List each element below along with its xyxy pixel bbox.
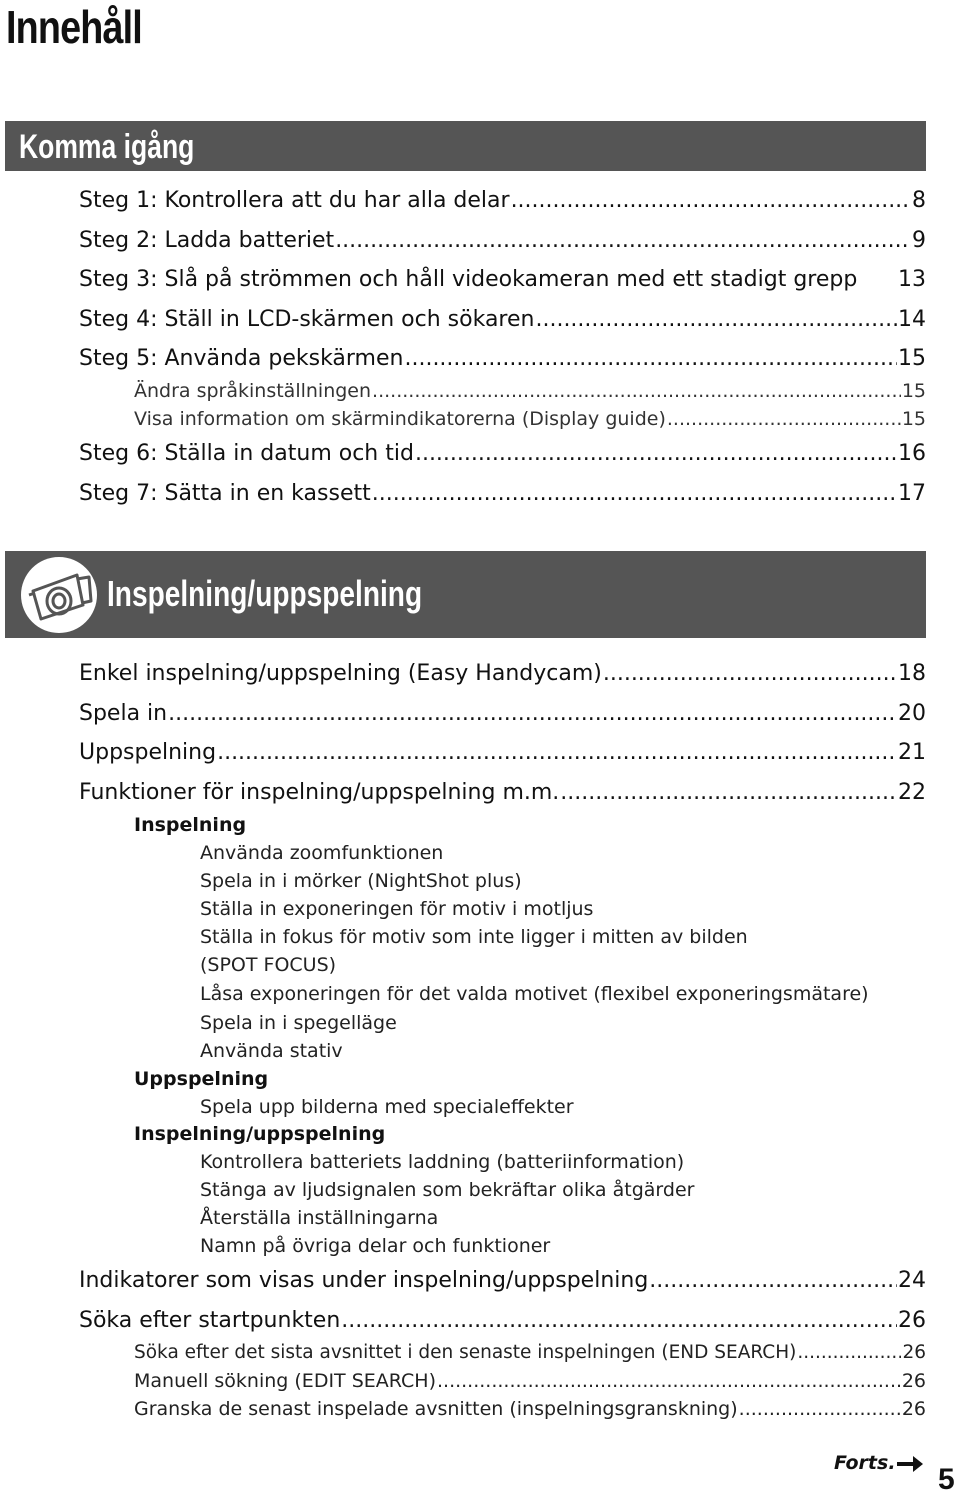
leader-dots (404, 344, 897, 374)
toc-entry[interactable] (79, 1306, 926, 1336)
group-heading: Inspelning/uppspelning (134, 1123, 386, 1145)
section-title: Inspelning/uppspelning (107, 573, 423, 614)
group-item[interactable]: Stänga av ljudsignalen som bekräftar olika åtgärder (200, 1179, 695, 1201)
toc-entry-text: Spela in (79, 701, 168, 726)
toc-entry-text: Söka efter det sista avsnittet i den senaste inspelningen (END SEARCH) (134, 1342, 797, 1363)
toc-entry-page: 15 (901, 380, 926, 402)
toc-entry-page: 26 (901, 1370, 926, 1392)
toc-entry-page: 8 (912, 188, 926, 213)
leader-dots (535, 305, 897, 335)
group-item[interactable]: Låsa exponeringen för det valda motivet (flexibel exponeringsmätare) (200, 983, 869, 1005)
toc-entry-text: Funktioner för inspelning/uppspelning m.m. (79, 780, 560, 805)
toc-entry-text: Steg 1: Kontrollera att du har alla delar (79, 188, 510, 213)
group-item[interactable]: Spela in i mörker (NightShot plus) (200, 870, 522, 892)
page-title: Innehåll (6, 1, 142, 53)
group-heading: Inspelning (134, 814, 247, 836)
toc-entry[interactable] (79, 479, 926, 509)
group-item[interactable]: Använda stativ (200, 1040, 343, 1062)
group-item[interactable]: Ställa in exponeringen för motiv i motljus (200, 898, 594, 920)
leader-dots (335, 226, 911, 256)
camcorder-icon (19, 555, 101, 635)
toc-entry[interactable] (79, 439, 926, 469)
toc-entry[interactable] (79, 659, 926, 689)
toc-entry-text: Steg 5: Använda pekskärmen (79, 346, 404, 371)
toc-subentry[interactable] (134, 406, 926, 432)
continued-label: Forts. (834, 1452, 896, 1474)
toc-entry[interactable] (79, 1266, 926, 1296)
toc-entry-page: 17 (898, 481, 926, 506)
toc-entry[interactable] (79, 265, 926, 295)
leader-dots (797, 1340, 901, 1366)
toc-subentry[interactable] (134, 1396, 926, 1422)
toc-entry[interactable] (79, 344, 926, 374)
leader-dots (739, 1396, 901, 1422)
toc-entry-text: Steg 3: Slå på strömmen och håll videokameran med ett stadigt grepp (79, 267, 858, 292)
toc-subentry[interactable] (134, 1368, 926, 1394)
group-item[interactable]: Kontrollera batteriets laddning (batteriinformation) (200, 1151, 685, 1173)
leader-dots (649, 1266, 897, 1296)
toc-entry-page: 18 (898, 661, 926, 686)
toc-entry-text: Steg 6: Ställa in datum och tid (79, 441, 414, 466)
leader-dots (667, 406, 901, 432)
group-item[interactable]: Spela upp bilderna med specialeffekter (200, 1096, 574, 1118)
toc-entry-text: Uppspelning (79, 740, 217, 765)
toc-entry-text: Granska de senast inspelade avsnitten (inspelningsgranskning) (134, 1398, 738, 1420)
toc-entry[interactable] (79, 699, 926, 729)
toc-entry[interactable] (79, 186, 926, 216)
leader-dots (511, 186, 911, 216)
toc-entry[interactable] (79, 305, 926, 335)
toc-entry-page: 15 (901, 408, 926, 430)
leader-dots (217, 738, 897, 768)
group-item[interactable]: (SPOT FOCUS) (200, 954, 337, 976)
arrow-right-icon (895, 1452, 925, 1476)
section-title: Komma igång (19, 128, 195, 166)
toc-entry[interactable] (79, 778, 926, 808)
toc-entry-text: Enkel inspelning/uppspelning (Easy Handycam) (79, 661, 602, 686)
toc-entry-page: 9 (912, 228, 926, 253)
leader-dots (341, 1306, 897, 1336)
toc-entry-page: 22 (898, 780, 926, 805)
group-item[interactable]: Ställa in fokus för motiv som inte ligger i mitten av bilden (200, 926, 748, 948)
toc-entry-text: Visa information om skärmindikatorerna (Display guide) (134, 408, 666, 430)
section-header-recording-playback (5, 551, 926, 638)
toc-entry-page: 16 (898, 441, 926, 466)
toc-entry-text: Manuell sökning (EDIT SEARCH) (134, 1370, 436, 1392)
toc-entry-page: 14 (898, 307, 926, 332)
toc-entry-page: 26 (898, 1308, 926, 1333)
toc-entry-page: 24 (898, 1268, 926, 1293)
toc-entry[interactable] (79, 738, 926, 768)
toc-entry-page: 26 (901, 1398, 926, 1420)
toc-subentry[interactable] (134, 1340, 926, 1366)
leader-dots (168, 699, 897, 729)
leader-dots (437, 1368, 901, 1394)
group-heading: Uppspelning (134, 1068, 269, 1090)
toc-entry-page: 26 (902, 1342, 926, 1363)
leader-dots (560, 778, 897, 808)
group-item[interactable]: Återställa inställningarna (200, 1207, 439, 1229)
group-item[interactable]: Namn på övriga delar och funktioner (200, 1235, 551, 1257)
toc-entry-page: 20 (898, 701, 926, 726)
page-number: 5 (938, 1463, 955, 1496)
toc-entry-page: 15 (898, 346, 926, 371)
toc-entry-text: Indikatorer som visas under inspelning/uppspelning (79, 1268, 649, 1293)
toc-entry-text: Steg 2: Ladda batteriet (79, 228, 335, 253)
toc-entry[interactable] (79, 226, 926, 256)
toc-entry-page: 13 (898, 267, 926, 292)
toc-entry-text: Steg 7: Sätta in en kassett (79, 481, 371, 506)
leader-dots (415, 439, 897, 469)
leader-dots (603, 659, 897, 689)
group-item[interactable]: Använda zoomfunktionen (200, 842, 444, 864)
leader-dots (372, 378, 901, 404)
toc-subentry[interactable] (134, 378, 926, 404)
toc-entry-text: Ändra språkinställningen (134, 380, 372, 402)
toc-entry-text: Steg 4: Ställ in LCD-skärmen och sökaren (79, 307, 535, 332)
leader-dots (372, 479, 897, 509)
group-item[interactable]: Spela in i spegelläge (200, 1012, 397, 1034)
toc-entry-page: 21 (898, 740, 926, 765)
section-header-getting-started (5, 121, 926, 171)
toc-entry-text: Söka efter startpunkten (79, 1308, 341, 1333)
